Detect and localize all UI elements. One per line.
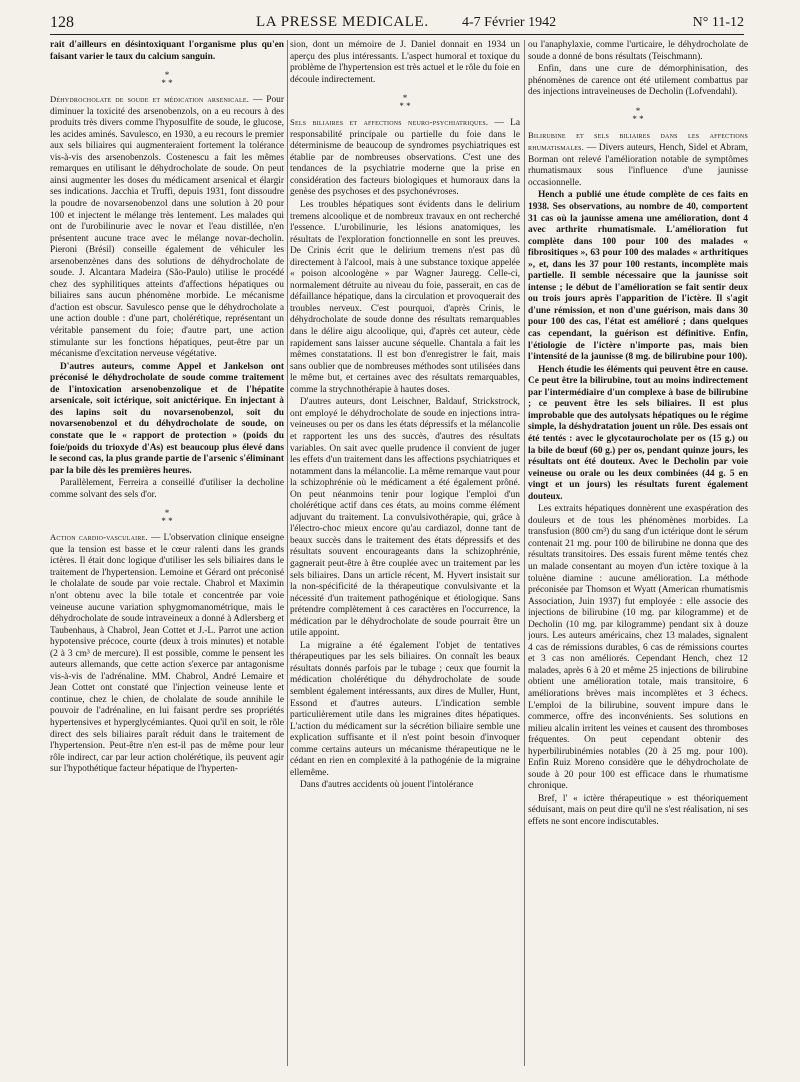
paragraph: Sels biliaires et affections neuro-psychiatriques. — La responsabilité principale ou partielle du foie dans le déterminisme de beaucoup de syndromes psychiatriques est établie par de nombreuses observations. C'est une des tendances de la psychiatrie moderne que la prise en considération des facteurs biologiques et humoraux dans la genèse des psychoses et des psychonévroses. xyxy=(290,117,520,198)
section-heading: Déhydrocholate de soude et médication arsenicale. xyxy=(50,94,250,105)
section-heading: Bilirubine et sels biliaires dans les affections rhumatismales. xyxy=(528,129,748,153)
paragraph: D'autres auteurs, dont Leischner, Baldauf, Strickstrock, ont employé le déhydrocholate de soude en injections intra-veineuses ou per os dans les états dépressifs et la mélancolie et rapportent les uns des succès, d'autres des résultats variables. On sait avec quelle prudence il convient de juger les effets d'un traitement dans les affections psychiatriques et notamment dans la mélancolie. La même remarque vaut pour la schizophrénie où le médicament a été également prôné. On peut néanmoins tenir pour logique l'emploi d'un cholérétique actif dans ces états, au moins comme élément adjuvant du traitement. La convulsivothérapie, qui, grâce à l'électro-choc mieux encore qu'au cardiazol, donne tant de beaux succès dans le traitement des états dépressifs et des résultats souvent encourageants dans la schizophrénie, gagnerait peut-être à être couplée avec un traitement par les sels biliaires. Dans un article récent, M. Hyvert insistait sur la non-spécificité de la thérapeutique convulsivante et la nécessité d'un traitement pathogénique et étiologique. Sans prétendre complètement à ces caractères en l'occurrence, la médication par le déhydrocholate de soude pourrait être un utile appoint. xyxy=(290,397,520,639)
section-heading: Action cardio-vasculaire. xyxy=(50,532,148,543)
paragraph: Enfin, dans une cure de démorphinisation, des phénomènes de carence ont été utilement combattus par des injections intraveineuses de Decholin (Lofvendahl). xyxy=(528,64,748,98)
paragraph: Hench étudie les éléments qui peuvent être en cause. Ce peut être la bilirubine, tout au moins indirectement par l'intermédiaire d'un complexe à base de bilirubine ; ce peuvent être les sels biliaires. Il est plus improbable que des autolysats hépatiques ou le régime simple, la déshydratation jouent un rôle. Des essais ont été tentés : avec le glycotaurocholate per os (15 g.) ou la bile de bœuf (60 g.) per os, pendant quinze jours, les résultats ont été douteux. Avec le Decholin par voie veineuse ou orale ou les deux combinées (44 g. 5 en vingt et un jours) les résultats furent également douteux. xyxy=(528,364,748,502)
section-separator: * * * xyxy=(161,70,173,89)
paragraph: Bilirubine et sels biliaires dans les affections rhumatismales. — Divers auteurs, Hench, Sidel et Abram, Borman ont relevé l'amélioration notable de symptômes rhumatismaux sous l'influence d'une jaunisse occasionnelle. xyxy=(528,129,748,188)
paragraph: Dans d'autres accidents où jouent l'intolérance xyxy=(300,780,474,791)
journal-title: LA PRESSE MEDICALE. xyxy=(256,14,429,30)
column-right xyxy=(528,40,748,1066)
running-header xyxy=(50,8,744,35)
section-separator: * * * xyxy=(161,508,173,527)
column-left xyxy=(50,40,284,1066)
paragraph: Bref, l' « ictère thérapeutique » est théoriquement séduisant, mais on peut dire qu'il ne s'est réalisation, ni ses effets ne sont encore indiscutables. xyxy=(528,793,748,827)
paragraph: ou l'anaphylaxie, comme l'urticaire, le déhydrocholate de soude a donné de bons résultats (Teischmann). xyxy=(528,40,748,62)
column-divider xyxy=(287,40,288,1066)
paragraph: Action cardio-vasculaire. — L'observation clinique enseigne que la tension est basse et le cœur ralenti dans les grands ictères. Il était donc logique d'utiliser les sels biliaires dans le traitement de l'hypertension. Lemoine et Gérard ont préconisé le cholalate de soude par voie rectale. Chabrol et Maximin n'ont obtenu avec la bile totale et concentrée par voie veineuse aucune variation sphygmomanométrique, mais le déhydrocholate de soude intraveineux a donné à Adlersberg et Taubenhaus, à Chabrol, Jean Cottet et J.-L. Parrot une action hypotensive précoce, courte (deux à trois minutes) et notable (2 à 3 cm³ de mercure). Il est possible, comme le pensent les auteurs allemands, que cette action s'exerce par antagonisme vis-à-vis de l'adrénaline. MM. Chabrol, André Lemaire et Jean Cottet ont constaté que l'injection veineuse lente et continue, chez le chien, de cholalate de soude annihile le pouvoir de l'adrénaline, en lui faisant perdre ses propriétés hypertensives et hyperglycémiantes. Quoi qu'il en soit, le rôle direct des sels biliaires paraît réduit dans le traitement de l'hypertension. Peut-être n'en est-il pas de même pour leur rôle indirect, car par leur action cholérétique, ils peuvent agir sur l'hypothétique facteur hépatique de l'hyperten- xyxy=(50,532,284,775)
column-divider xyxy=(524,40,525,1066)
paragraph: Parallèlement, Ferreira a conseillé d'utiliser la decholine comme solvant des sels d'or. xyxy=(50,478,284,500)
section-separator: * * * xyxy=(632,105,644,124)
column-middle xyxy=(290,40,520,1066)
paragraph: sion, dont un mémoire de J. Daniel donnait en 1934 un aperçu des plus intéressants. L'aspect humoral et toxique du problème de l'hypertension est très actuel et le rôle du foie en découle indirectement. xyxy=(290,40,520,85)
paragraph: rait d'ailleurs en désintoxiquant l'organisme plus qu'en faisant varier le taux du calcium sanguin. xyxy=(50,40,284,62)
paragraph: Hench a publié une étude complète de ces faits en 1938. Ses observations, au nombre de 40, comportent 31 cas où la jaunisse amena une amélioration, dont 4 avec arthrite rhumatismale. L'amélioration fut complète dans 100 pour 100 des malades « fibrositiques », 63 pour 100 des malades « arthritiques », et, dans les 37 pour 100 restants, incomplète mais partielle. Il semble nécessaire que la jaunisse soit intense ; le début de l'amélioration se fait sentir deux ou trois jours après l'apparition de l'ictère. Il s'agit d'une rémission, et non d'une guérison, mais dans 30 pour 100 des cas, l'état est amélioré ; dans quelques cas cependant, la guérison est définitive. Enfin, l'étiologie de l'ictère n'importe pas, mais bien l'intensité de la jaunisse (8 mg. de bilirubine pour 100). xyxy=(528,190,748,363)
paragraph: D'autres auteurs, comme Appel et Jankelson ont préconisé le déhydrocholate de soude comme traitement de l'intoxication arsenobenzolique et de l'hépatite arsenicale, soit ictérique, soit anictérique. En injectant à des lapins soit du novarsenobenzol, soit du novarsenobenzol et du déhydrocholate de soude, on constate que le « rapport de protection » (poids du foie/poids du trioxyde d'As) est beaucoup plus élevé dans le second cas, la plus grande partie de l'arsenic s'éliminant par la bile dès les premières heures. xyxy=(50,361,284,476)
paragraph: Déhydrocholate de soude et médication arsenicale. — Pour diminuer la toxicité des arsenobenzols, on a eu recours à des produits très divers comme l'hyposulfite de soude, le glucose, les acides aminés. Savulesco, en 1930, a eu recours le premier aux sels biliaires qui augmenteraient fortement la tolérance vis-à-vis des arsenobenzols. Costenescu a fait les mêmes remarques en utilisant le déhydrocholate de soude. On peut ainsi augmenter les doses du médicament arsenical et élargir ses indications. Jacchia et Truffi, depuis 1931, font dissoudre la poudre de novarsenobenzol dans une solution à 20 pour 100 et injectent le mélange très lentement. Les malades qui ont de l'urobilinurie avec le novar et l'eau distillée, n'en présentent aucune trace avec le mélange novar-decholin. Pieroni (Brésil) conseille également de véhiculer les arsenobenzènes dans des solutions de déhydrocholate de soude. J. Alcantara Madeira (São-Paulo) utilise le procédé chez des syphilitiques atteints d'affections hépatiques ou biliaires sans aucun phénomène morbide. Le mécanisme d'action est obscur. Savulesco pense que le déhydrocholate a une action double : d'une part, cholérétique, représentant un véritable pansement du foie; d'autre part, une action stimulante sur les fonctions hépatiques, peut-être par un mécanisme d'excitation nerveuse végétative. xyxy=(50,94,284,360)
paragraph: La migraine a été également l'objet de tentatives thérapeutiques par les sels biliaires. On connaît les beaux résultats donnés parfois par le tubage ; ceux que fournit la médication cholérétique du déhydrocholate de soude semblent également intéressants, aux dires de Muller, Hunt, Essond et d'autres auteurs. L'indication semble particulièrement utile dans les migraines dites hépatiques. L'action du médicament sur la sécrétion biliaire semble une explication suffisante et il n'est point besoin d'invoquer comme certains auteurs un mécanisme thérapeutique ne le cédant en rien en complexité à la pathogénie de la migraine ellemême. xyxy=(290,640,520,778)
page-number: 128 xyxy=(50,14,74,31)
issue-date: 4-7 Février 1942 xyxy=(462,15,557,30)
issue-number: N° 11-12 xyxy=(692,15,744,30)
section-heading: Sels biliaires et affections neuro-psychiatriques. xyxy=(290,117,489,128)
paragraph: Les troubles hépatiques sont évidents dans le delirium tremens alcoolique et de nombreux travaux en ont recherché l'essence. L'urobilinurie, les lésions anatomiques, les résultats de l'exploration fonctionnelle en sont les preuves. De Crinis écrit que le delirium tremens n'est pas dû directement à l'alcool, mais à une substance toxique appelée « poison alcoologène » par Wagner Jauregg. Celle-ci, normalement détruite au niveau du foie, passerait, en cas de défaillance hépatique, dans la circulation et provoquerait des troubles nerveux. C'est pourquoi, d'après Crinis, le déhydrocholate de soude donne des résultats remarquables dans le délire aigu alcoolique, qui, d'après cet auteur, cède rapidement sans laisser aucune séquelle. Chantala a fait les mêmes constatations. Il est bon d'enregistrer le fait, mais sans oublier que de nombreuses méthodes sont utilisées dans le même but, et certaines avec des résultats remarquables, comme la strychnothérapie à hautes doses. xyxy=(290,200,520,395)
section-separator: * * * xyxy=(399,93,411,112)
paragraph: Les extraits hépatiques donnèrent une exaspération des douleurs et de tous les phénomènes morbides. La transfusion (800 cm³) du sang d'un ictérique dont le sérum contenait 21 mg. pour 100 de bilirubine ne donna que des résultats transitoires. Des essais furent même tentés chez un malade consentant au moyen d'un ictère toxique à la toluène diamine : aucune amélioration. La méthode préconisée par Thomson et Wyatt (American rhumatismis Association, Juin 1937) fut employée : elle associe des injections de bilirubine (10 mg. par kilogramme) et de Decholin (10 mg. par kilogramme) pendant six à douze jours. Les auteurs américains, chez 13 malades, signalent 4 cas de rémissions durables, 6 cas de rémissions courtes et 3 cas non améliorés. Cependant Hench, chez 12 malades, après 6 à 20 et même 25 injections de bilirubine obtient une amélioration totale, mais transitoire, 6 améliorations brèves mais incomplètes et 3 échecs. L'emploi de la bilirubine, souvent impure dans le commerce, offre des inconvénients. Ses solutions en milieu alcalin irritent les veines et causent des thromboses fréquentes. On peut cependant obtenir des hyperbilirubinémies notables (20 à 25 mg. pour 100). Enfin Ruiz Moreno considère que le déhydrocholate de soude à 20 pour 100 est efficace dans le rhumatisme chronique. xyxy=(528,504,748,792)
